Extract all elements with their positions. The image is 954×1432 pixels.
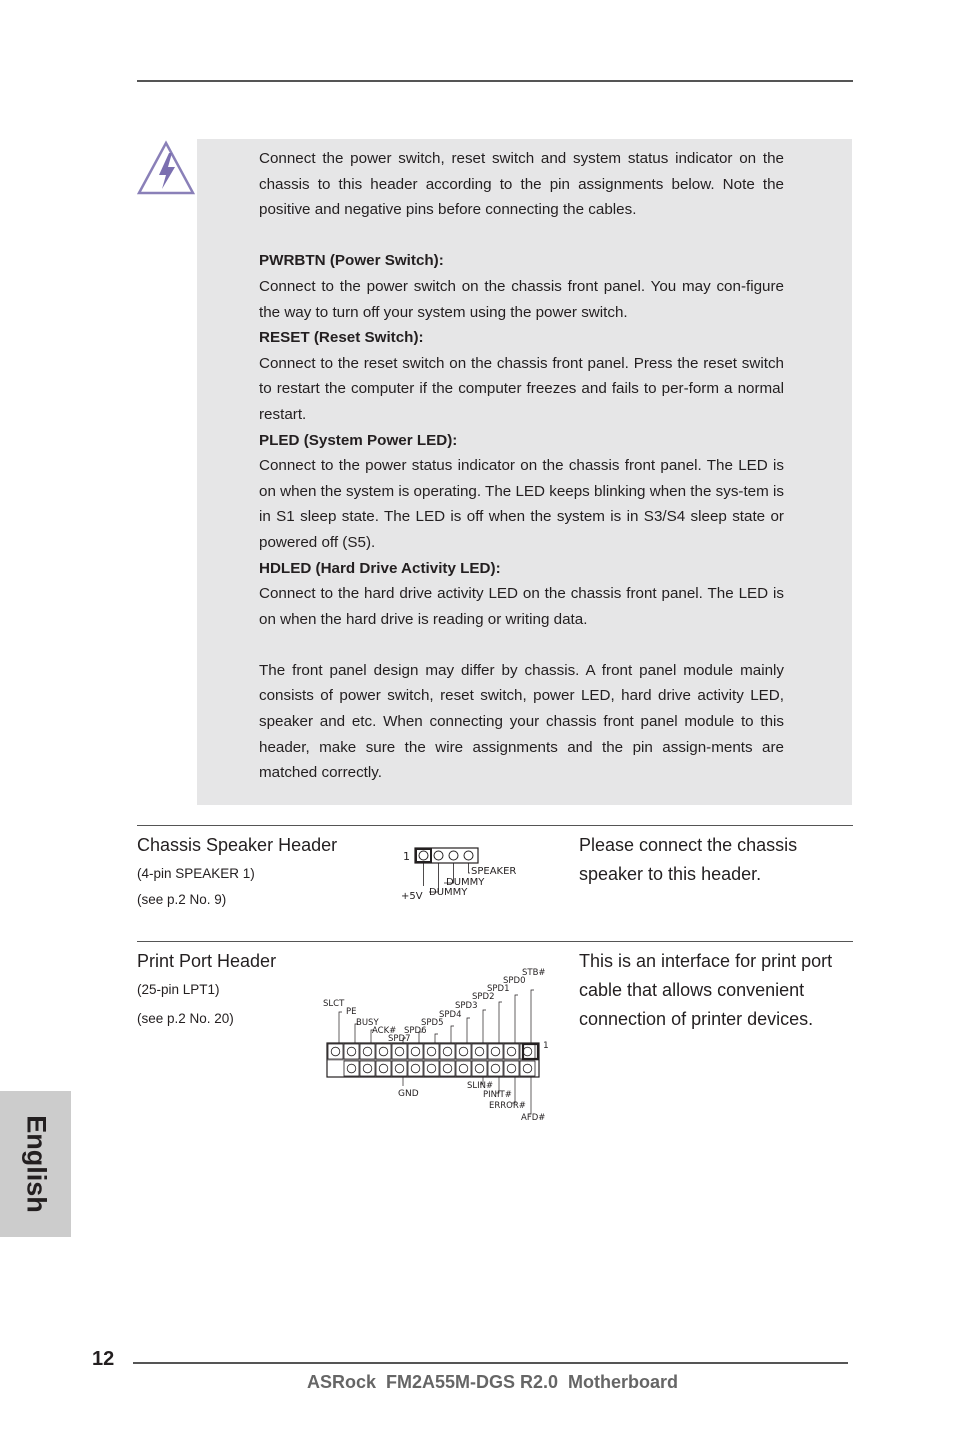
pled-title: PLED (System Power LED): — [259, 431, 458, 449]
language-tab-label: English — [21, 1115, 51, 1213]
pwrbtn-title: PWRBTN (Power Switch): — [259, 252, 444, 270]
spd0-label: SPD0 — [503, 976, 526, 986]
pin-square — [456, 1044, 471, 1059]
spd2-label: SPD2 — [472, 992, 495, 1002]
pin-hole — [459, 1047, 468, 1056]
stb-label: STB# — [522, 968, 546, 978]
pin-square — [392, 1061, 407, 1076]
speaker-ref: (see p.2 No. 9) — [137, 892, 227, 907]
pin-hole — [347, 1064, 356, 1073]
footer-rule — [133, 1362, 848, 1364]
pin-hole — [363, 1064, 372, 1073]
plus5v-label: +5V — [401, 891, 423, 902]
printport-pins: (25-pin LPT1) — [137, 982, 220, 997]
pin-square — [360, 1061, 375, 1076]
pin-hole — [427, 1047, 436, 1056]
reset-text: Connect to the reset switch on the chassis front panel. Press the reset switch to restart the computer if the computer freezes and fails to per-form a normal restart. — [259, 354, 784, 423]
ack-label: ACK# — [372, 1026, 397, 1036]
pin-square — [392, 1044, 407, 1059]
pin-hole — [475, 1047, 484, 1056]
pin-hole — [347, 1047, 356, 1056]
pin-hole — [395, 1064, 404, 1073]
pin-hole — [491, 1064, 500, 1073]
pin-hole — [507, 1047, 516, 1056]
pin-hole — [443, 1064, 452, 1073]
pinit-label: PINIT# — [483, 1090, 512, 1100]
hdled-title: HDLED (Hard Drive Activity LED): — [259, 559, 501, 577]
spd3-label: SPD3 — [455, 1001, 478, 1011]
pin-square — [456, 1061, 471, 1076]
printport-ref: (see p.2 No. 20) — [137, 1011, 234, 1026]
pin-square — [488, 1061, 503, 1076]
pin-hole — [523, 1047, 532, 1056]
slin-label: SLIN# — [467, 1081, 494, 1091]
speaker-rule — [137, 825, 853, 826]
pin-square — [376, 1044, 391, 1059]
spd7-label: SPD7 — [388, 1034, 411, 1044]
reset-title: RESET (Reset Switch): — [259, 329, 424, 347]
pin-square — [440, 1044, 455, 1059]
pin-square — [440, 1061, 455, 1076]
afd-label: AFD# — [521, 1113, 546, 1123]
pin-square — [424, 1061, 439, 1076]
printport-desc: This is an interface for print port cable that allows convenient connection of printer devices. — [579, 951, 833, 1029]
speaker-pins: (4-pin SPEAKER 1) — [137, 866, 255, 881]
speaker-label: SPEAKER — [471, 866, 517, 877]
printport-header-diagram — [318, 962, 558, 1128]
pin-hole — [395, 1047, 404, 1056]
spd1-label: SPD1 — [487, 984, 510, 994]
note-intro: Connect the power switch, reset switch and system status indicator on the chassis to this header according to the pin assignments below. Note the positive and negative pins before connecting the cables. — [259, 150, 784, 219]
page-number: 12 — [92, 1348, 115, 1370]
pin-square — [344, 1044, 359, 1059]
spd5-label: SPD5 — [421, 1018, 444, 1028]
pin-hole — [491, 1047, 500, 1056]
pin-square — [408, 1061, 423, 1076]
dummy2-label: DUMMY — [429, 887, 468, 898]
pin-hole — [459, 1064, 468, 1073]
pin-square — [504, 1061, 519, 1076]
pin-hole — [331, 1047, 340, 1056]
pin-square — [520, 1061, 535, 1076]
note-text — [259, 146, 784, 786]
gnd-label: GND — [398, 1089, 419, 1099]
language-tab — [0, 1091, 71, 1237]
busy-label: BUSY — [356, 1018, 379, 1028]
note-closing: The front panel design may differ by chassis. A front panel module mainly consists of power switch, reset switch, power LED, hard drive activity LED, speaker and etc. When connecting your chassis front panel module to this header, make sure the wire assignments and the pin assign-ments are matched correctly. — [259, 661, 784, 782]
printport-pin1-label: 1 — [543, 1041, 549, 1051]
printport-rule — [137, 941, 853, 942]
pin-square — [504, 1044, 519, 1059]
pled-text: Connect to the power status indicator on the chassis front panel. The LED is on when the system is operating. The LED keeps blinking when the sys-tem is in S1 sleep state. The LED is off when the system is in S3/S4 sleep state or powered off (S5). — [259, 457, 784, 551]
pin-hole — [379, 1064, 388, 1073]
warning-icon — [135, 139, 197, 197]
pin-hole — [475, 1064, 484, 1073]
speaker-title: Chassis Speaker Header — [137, 835, 338, 855]
printport-title: Print Port Header — [137, 951, 277, 971]
pin-hole — [363, 1047, 372, 1056]
pin-square — [360, 1044, 375, 1059]
pin-hole — [523, 1064, 532, 1073]
error-label: ERROR# — [489, 1101, 526, 1111]
footer-title: ASRock FM2A55M-DGS R2.0 Motherboard — [307, 1372, 679, 1392]
pin-hole — [507, 1064, 516, 1073]
speaker-pin1-label: 1 — [403, 850, 410, 863]
pin-hole — [411, 1047, 420, 1056]
pin-hole — [443, 1047, 452, 1056]
pin-hole — [411, 1064, 420, 1073]
pin-square — [328, 1044, 343, 1059]
pin-square — [376, 1061, 391, 1076]
header-rule — [137, 80, 853, 82]
pin-square — [424, 1044, 439, 1059]
pe-label: PE — [346, 1007, 357, 1017]
pin-square — [408, 1044, 423, 1059]
pin-square — [472, 1061, 487, 1076]
pin-hole — [379, 1047, 388, 1056]
pin-square — [488, 1044, 503, 1059]
speaker-header-diagram — [398, 842, 528, 904]
hdled-text: Connect to the hard drive activity LED on the chassis front panel. The LED is on when the hard drive is reading or writing data. — [259, 585, 784, 628]
pin-square — [344, 1061, 359, 1076]
speaker-desc: Please connect the chassis speaker to this header. — [579, 835, 798, 884]
spd6-label: SPD6 — [404, 1026, 427, 1036]
pwrbtn-text: Connect to the power switch on the chassis front panel. You may con-figure the way to turn off your system using the power switch. — [259, 277, 784, 321]
pin-hole — [427, 1064, 436, 1073]
slct-label: SLCT — [323, 999, 345, 1009]
dummy-label: DUMMY — [446, 877, 485, 888]
pin-square — [472, 1044, 487, 1059]
spd4-label: SPD4 — [439, 1010, 462, 1020]
